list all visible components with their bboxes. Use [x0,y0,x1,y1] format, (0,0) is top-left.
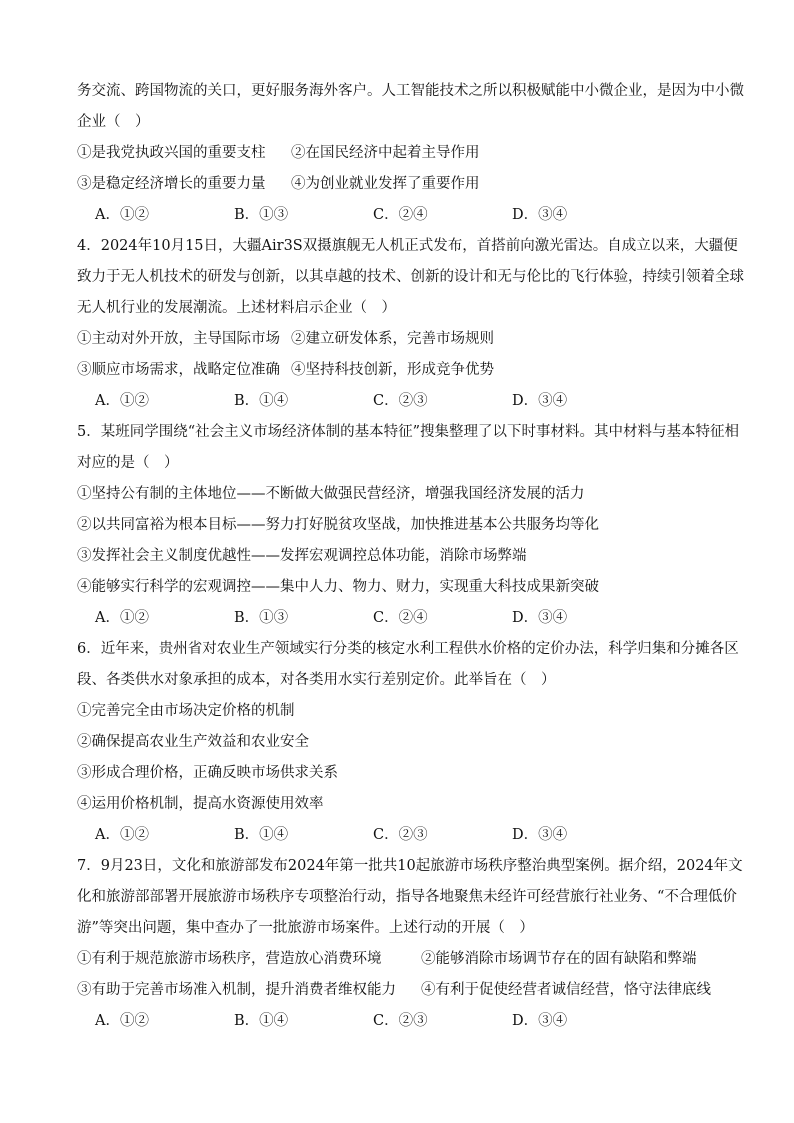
option-item: ④能够实行科学的宏观调控——集中人力、物力、财力，实现重大科技成果新突破 [77,579,599,595]
option-item: ④运用价格机制，提高水资源使用效率 [77,796,324,812]
answer-choice-a[interactable]: A．①② [95,1013,149,1029]
question-stem-line: 无人机行业的发展潮流。上述材料启示企业（ ） [77,300,396,316]
option-item: ④有利于促使经营者诚信经营，恪守法律底线 [421,982,711,998]
answer-choice-b[interactable]: B．①④ [234,1013,289,1029]
question-stem-line: 致力于无人机技术的研发与创新，以其卓越的技术、创新的设计和无与伦比的飞行体验，持续引领着全球 [77,269,744,285]
answer-choice-c[interactable]: C．②④ [373,207,428,223]
option-item: ③发挥社会主义制度优越性——发挥宏观调控总体功能，消除市场弊端 [77,548,527,564]
answer-choice-d[interactable]: D．③④ [512,610,568,626]
answer-choice-c[interactable]: C．②③ [373,393,428,409]
option-row [77,975,727,1006]
answer-choice-c[interactable]: C．②③ [373,827,428,843]
answer-choices [77,820,727,851]
answer-choice-a[interactable]: A．①② [95,207,149,223]
question-stem-line: 务交流、跨国物流的关口，更好服务海外客户。人工智能技术之所以积极赋能中小微企业，是因为中小微 [77,83,744,99]
answer-choice-b[interactable]: B．①④ [234,827,289,843]
question-6 [77,634,739,851]
question-stem-line: 化和旅游部部署开展旅游市场秩序专项整治行动，指导各地聚焦未经许可经营旅行社业务、“不合理低价 [77,889,737,905]
option-row [77,169,727,200]
answer-choice-d[interactable]: D．③④ [512,1013,568,1029]
option-item: ②能够消除市场调节存在的固有缺陷和弊端 [421,951,697,967]
answer-choices [77,200,727,231]
option-item: ③有助于完善市场准入机制，提升消费者维权能力 [77,982,396,998]
answer-choice-b[interactable]: B．①④ [234,393,289,409]
question-stem-line: 7．9月23日，文化和旅游部发布2024年第一批共10起旅游市场秩序整治典型案例。据介绍，2024年文 [77,858,743,874]
question-stem-line: 4．2024年10月15日，大疆Air3S双摄旗舰无人机正式发布，首搭前向激光雷达。自成立以来，大疆便 [77,238,738,254]
answer-choice-b[interactable]: B．①③ [234,610,289,626]
option-item: ③形成合理价格，正确反映市场供求关系 [77,765,338,781]
question-stem-line: 对应的是（ ） [77,455,179,471]
question-3 [77,76,744,231]
question-stem-line: 5．某班同学围绕“社会主义市场经济体制的基本特征”搜集整理了以下时事材料。其中材料与基本特征相 [77,424,740,440]
option-item: ②确保提高农业生产效益和农业安全 [77,734,309,750]
question-stem-line: 游”等突出问题，集中查办了一批旅游市场案件。上述行动的开展（ ） [77,920,534,936]
option-row [77,324,727,355]
option-item: ①坚持公有制的主体地位——不断做大做强民营经济，增强我国经济发展的活力 [77,486,585,502]
option-item: ①主动对外开放，主导国际市场 [77,331,280,347]
option-item: ②以共同富裕为根本目标——努力打好脱贫攻坚战，加快推进基本公共服务均等化 [77,517,599,533]
option-item: ④坚持科技创新，形成竞争优势 [291,362,494,378]
option-item: ①完善完全由市场决定价格的机制 [77,703,295,719]
option-item: ④为创业就业发挥了重要作用 [291,176,480,192]
option-item: ①是我党执政兴国的重要支柱 [77,145,266,161]
answer-choice-c[interactable]: C．②④ [373,610,428,626]
question-5 [77,417,740,634]
answer-choices [77,603,727,634]
question-7 [77,851,743,1037]
option-item: ①有利于规范旅游市场秩序，营造放心消费环境 [77,951,382,967]
question-stem-line: 6．近年来，贵州省对农业生产领域实行分类的核定水利工程供水价格的定价办法，科学归集和分摊各区 [77,641,739,657]
answer-choices [77,1006,727,1037]
question-stem-line: 企业（ ） [77,114,150,130]
option-item: ②建立研发体系，完善市场规则 [291,331,494,347]
question-stem-line: 段、各类供水对象承担的成本，对各类用水实行差别定价。此举旨在（ ） [77,672,556,688]
answer-choice-a[interactable]: A．①② [95,610,149,626]
answer-choice-d[interactable]: D．③④ [512,393,568,409]
option-item: ③顺应市场需求，战略定位准确 [77,362,280,378]
answer-choice-a[interactable]: A．①② [95,827,149,843]
option-item: ②在国民经济中起着主导作用 [291,145,480,161]
option-row [77,944,727,975]
option-item: ③是稳定经济增长的重要力量 [77,176,266,192]
question-4 [77,231,744,417]
answer-choice-b[interactable]: B．①③ [234,207,289,223]
answer-choice-a[interactable]: A．①② [95,393,149,409]
answer-choice-d[interactable]: D．③④ [512,827,568,843]
answer-choice-c[interactable]: C．②③ [373,1013,428,1029]
option-row [77,138,727,169]
option-row [77,355,727,386]
answer-choices [77,386,727,417]
answer-choice-d[interactable]: D．③④ [512,207,568,223]
exam-page [77,76,744,1037]
